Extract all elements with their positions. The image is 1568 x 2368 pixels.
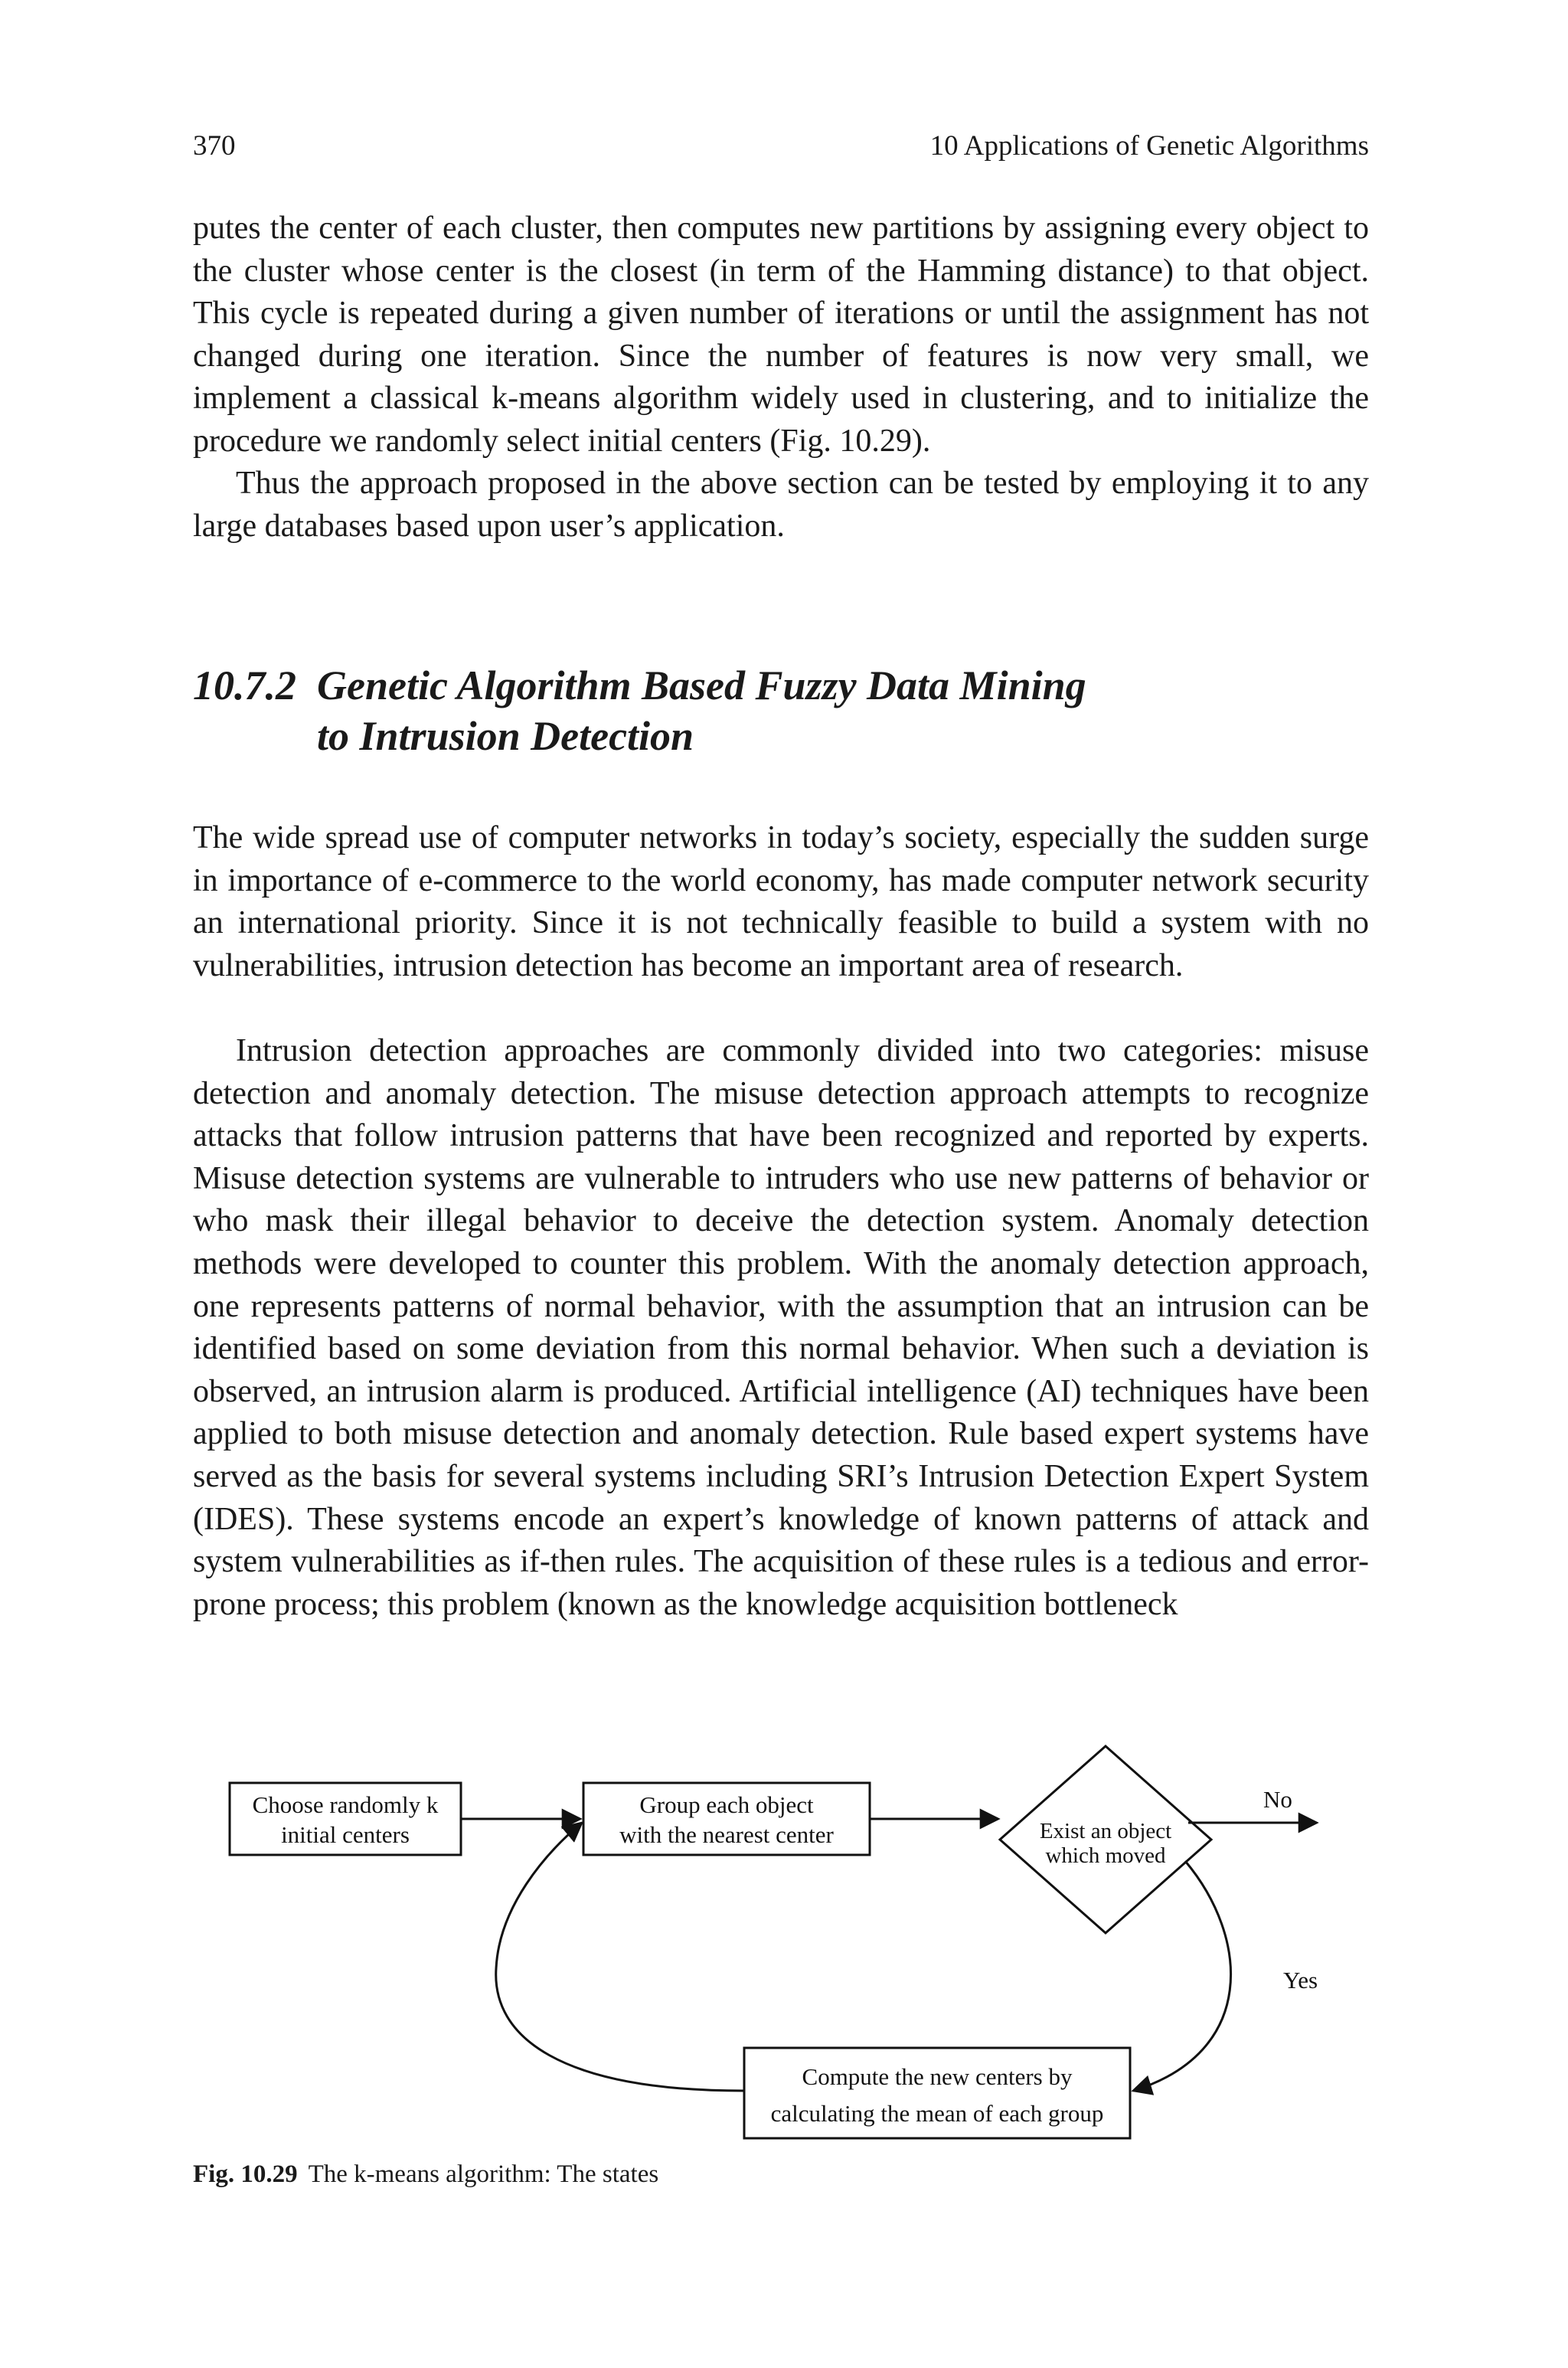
compute-centers-line2: calculating the mean of each group xyxy=(770,2100,1104,2127)
running-header xyxy=(193,127,1369,165)
compute-centers-line1: Compute the new centers by xyxy=(802,2063,1073,2090)
section-title-line2: to Intrusion Detection xyxy=(317,713,694,759)
label-yes: Yes xyxy=(1283,1967,1318,1994)
section-heading xyxy=(193,660,1369,761)
running-title: 10 Applications of Genetic Algorithms xyxy=(929,130,1369,162)
section-number: 10.7.2 xyxy=(193,662,296,708)
choose-centers-line2: initial centers xyxy=(281,1821,410,1848)
arrow-compute-to-group xyxy=(496,1823,744,2091)
paragraph-approach-summary: Thus the approach proposed in the above section can be tested by employing it to any large databases based upon user’s application. xyxy=(193,466,1369,544)
paragraph-kmeans-continuation: putes the center of each cluster, then computes new partitions by assigning every object to the cluster whose center is the closest (in term of the Hamming distance) to that object. This cycle is repeated during a given number of iterations or until the assignment has not changed during one iteration. Since the number of features is now very small, we implement a classical k-means algorithm widely used in clustering, and to initialize the procedure we randomly select initial centers (Fig. 10.29). xyxy=(193,211,1369,459)
paragraph-intrusion-detection: Intrusion detection approaches are commonly divided into two categories: misuse detection and anomaly detection. The misuse detection approach attempts to recognize attacks that follow intrusion patterns that have been recognized and reported by experts. Misuse detection systems are vulnerable to intruders who use new patterns of behavior or who mask their illegal behavior to deceive the detection system. Anomaly detection methods were developed to counter this problem. With the anomaly detection approach, one represents patterns of normal behavior, with the assumption that an intrusion can be identified based on some deviation from this normal behavior. When such a deviation is observed, an intrusion alarm is produced. Artificial intelligence (AI) techniques have been applied to both misuse detection and anomaly detection. Rule based expert systems have served as the basis for several systems including SRI’s Intrusion Detection Expert System (IDES). These systems encode an expert’s knowledge of known patterns of attack and system vulnerabilities as if-then rules. The acquisition of these rules is a tedious and error-prone process; this problem (known as the knowledge acquisition bottleneck xyxy=(193,1033,1369,1622)
choose-centers-line1: Choose randomly k xyxy=(252,1791,439,1818)
group-objects-line2: with the nearest center xyxy=(619,1821,834,1848)
decision-line2: which moved xyxy=(1045,1843,1166,1868)
figure-label: Fig. 10.29 xyxy=(193,2160,298,2188)
page-number: 370 xyxy=(193,130,236,162)
decision-line1: Exist an object xyxy=(1039,1819,1172,1843)
group-objects-line1: Group each object xyxy=(639,1791,814,1818)
section-title-line1: Genetic Algorithm Based Fuzzy Data Mining xyxy=(317,662,1086,708)
figure-caption xyxy=(193,2155,1369,2193)
figure-caption-text: The k-means algorithm: The states xyxy=(308,2160,659,2188)
kmeans-flowchart xyxy=(193,1731,1369,2160)
paragraph-network-security: The wide spread use of computer networks in today’s society, especially the sudden surge in importance of e-commerce to the world economy, has made computer network security an international priority. Since it is not technically feasible to build a system with no vulnerabilities, intrusion detection has become an important area of research. xyxy=(193,820,1369,983)
label-no: No xyxy=(1263,1786,1292,1813)
